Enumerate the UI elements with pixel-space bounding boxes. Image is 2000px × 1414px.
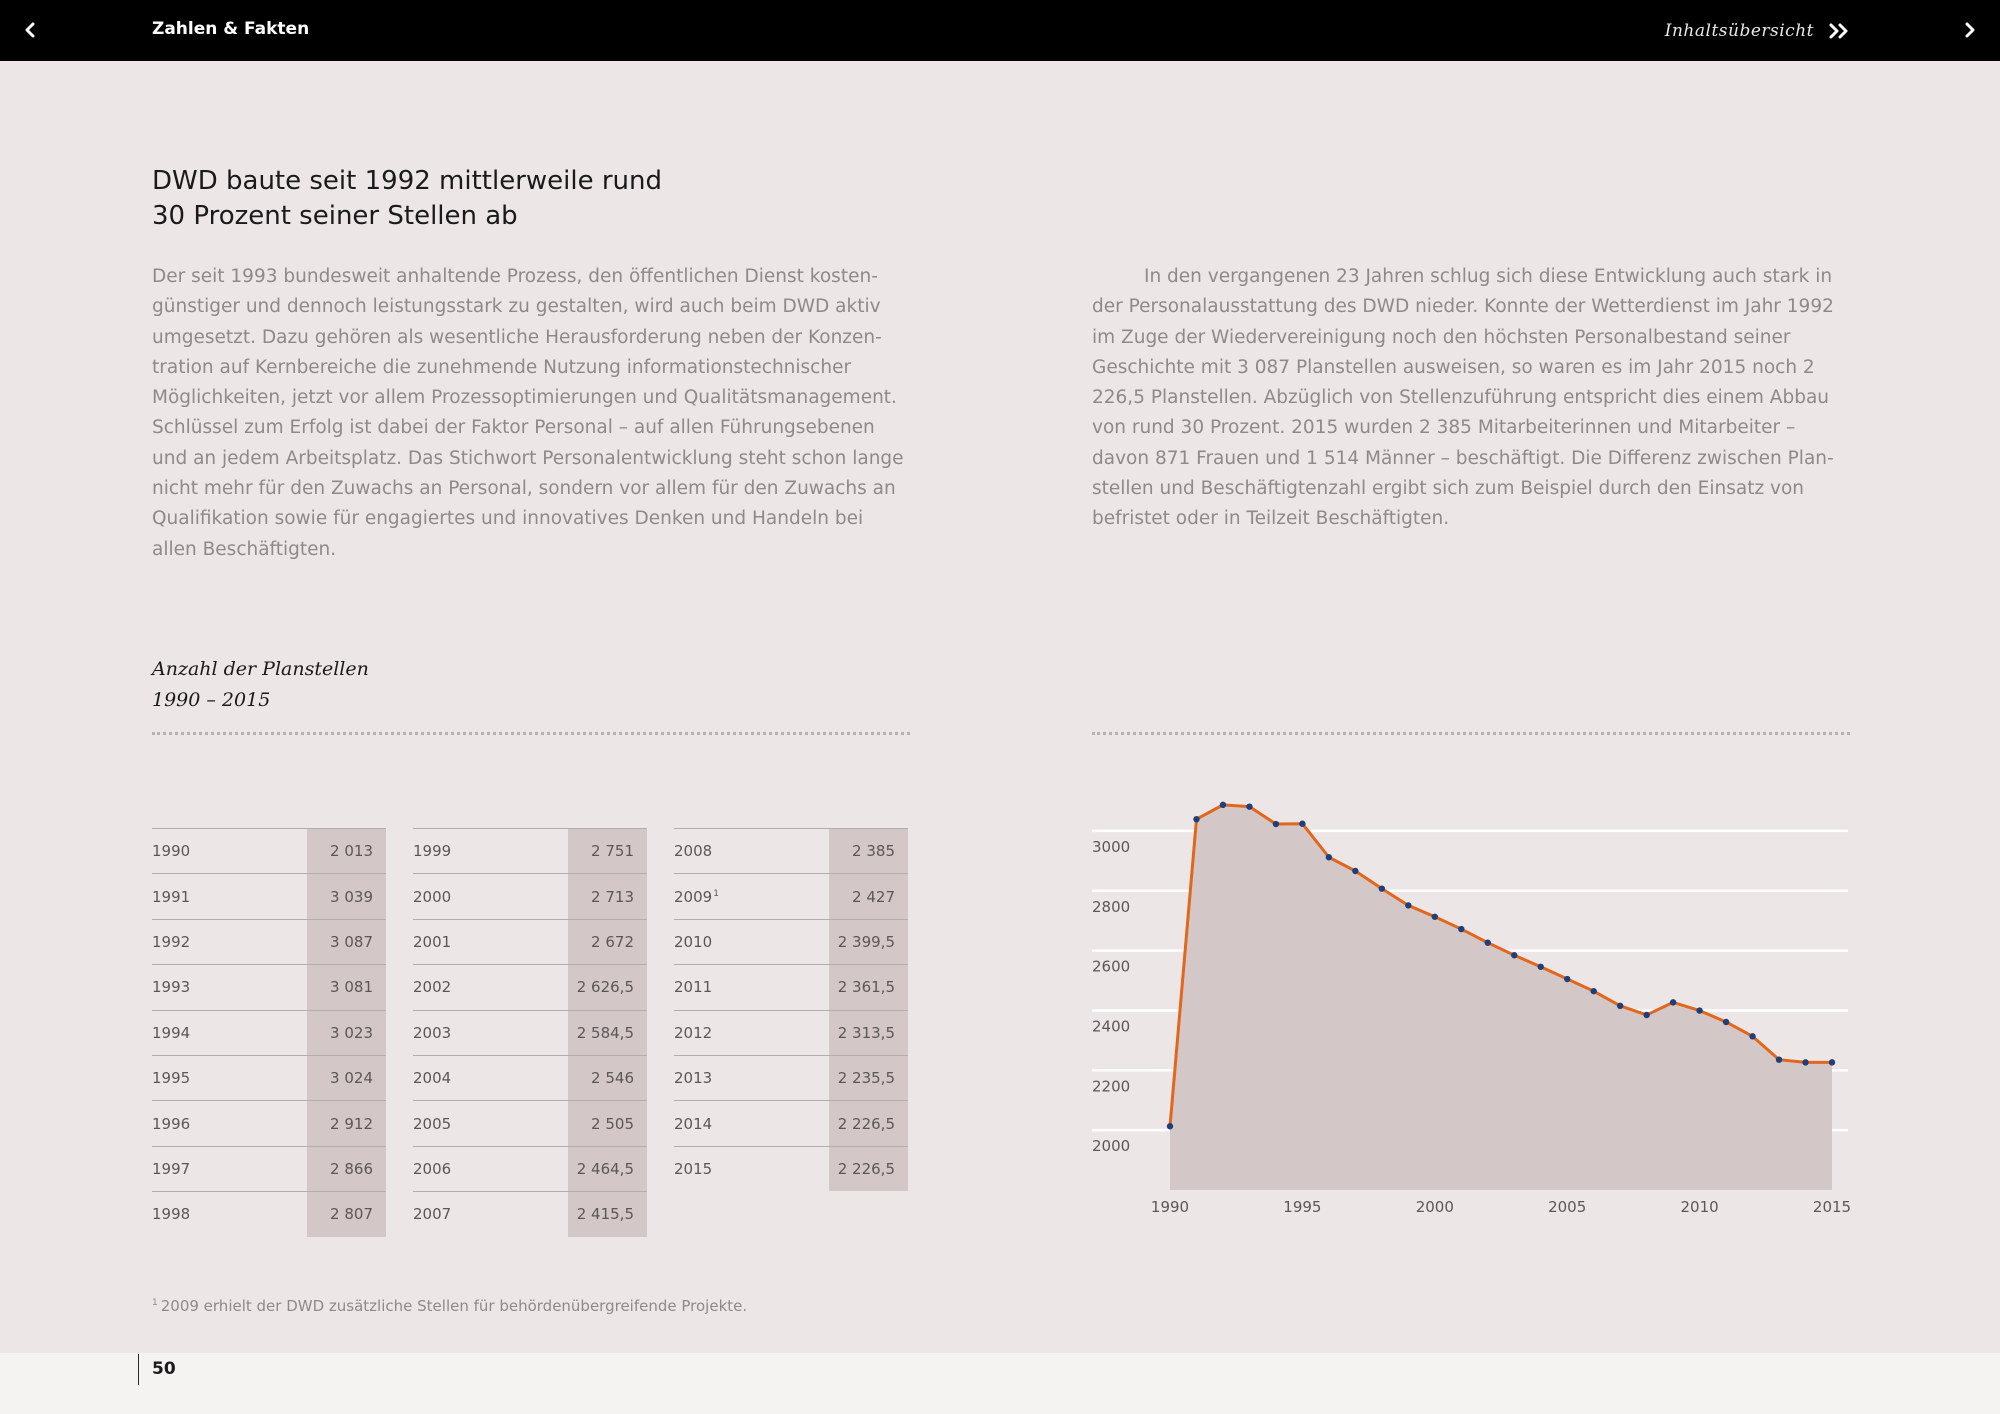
- y-tick-labels: [1092, 838, 1130, 1155]
- table-row: [152, 1191, 386, 1236]
- data-point: [1220, 802, 1226, 808]
- table-title-line-2: 1990 – 2015: [152, 689, 271, 711]
- area-layer: [1170, 805, 1832, 1190]
- page-footer: [0, 1353, 2000, 1414]
- data-point: [1590, 988, 1596, 994]
- table-row: [152, 1055, 386, 1100]
- table-row: [413, 828, 647, 873]
- table-value: 3 023: [330, 1023, 373, 1042]
- table-row: [413, 1100, 647, 1145]
- right-paragraph: In den vergangenen 23 Jahren schlug sich diese Entwicklung auch stark in der Personalausstattung des DWD nieder. Konnte der Wetterdienst im Jahr 1992 im Zuge der Wiedervereinigung noch den höchsten Personalbestand seiner Geschichte mit 3 087 Planstellen ausweisen, so waren es im Jahr 2015 noch 2 226,5 Planstellen. Abzüglich von Stellenzuführung entspricht dies einem Abbau von rund 30 Prozent. 2015 wurden 2 385 Mitarbeiterinnen und Mitarbeiter – davon 871 Frauen und 1 514 Männer – beschäftigt. Die Differenz zwischen Planstellen und Beschäftigtenzahl ergibt sich zum Beispiel durch den Einsatz von befristet oder in Teilzeit Beschäftigten.: [1092, 266, 1834, 530]
- table-year: 1993: [152, 978, 191, 997]
- table-column-3: [674, 828, 908, 1191]
- table-row: [674, 828, 908, 873]
- data-point: [1829, 1059, 1835, 1065]
- data-point: [1193, 816, 1199, 822]
- table-row: [413, 1010, 647, 1055]
- table-row: [674, 1010, 908, 1055]
- footnote-text: 2009 erhielt der DWD zusätzliche Stellen für behördenübergreifende Projekte.: [160, 1297, 748, 1315]
- table-year: 2009$^1$: [674, 887, 719, 906]
- x-tick-label: 2005: [1548, 1198, 1587, 1216]
- previous-page-button[interactable]: [12, 12, 48, 48]
- data-point: [1273, 821, 1279, 827]
- table-year: 2001: [413, 932, 452, 951]
- data-point: [1643, 1012, 1649, 1018]
- table-year: 2000: [413, 887, 452, 906]
- double-chevron-right-icon: [1828, 22, 1850, 40]
- footnote-reference: 1: [713, 888, 719, 899]
- dotted-divider-left: [152, 732, 910, 736]
- table-year: 2014: [674, 1114, 713, 1133]
- table-year: 1994: [152, 1023, 191, 1042]
- table-year: 1995: [152, 1069, 191, 1088]
- chevron-left-icon: [23, 22, 37, 38]
- table-row: [152, 1010, 386, 1055]
- left-paragraph: Der seit 1993 bundesweit anhaltende Prozess, den öffentlichen Dienst kostengünstiger und dennoch leistungsstark zu gestalten, wird auch beim DWD aktiv umgesetzt. Dazu gehören als wesentliche Herausforderung neben der Konzentration auf Kernbereiche die zunehmende Nutzung informationstechnischer Möglichkeiten, jetzt vor allem Prozessoptimierungen und Qualitätsmanagement. Schlüssel zum Erfolg ist dabei der Faktor Personal – auf allen Führungsebenen und an jedem Arbeitsplatz. Das Stichwort Personalentwicklung steht schon lange nicht mehr für den Zuwachs an Personal, sondern vor allem für den Zuwachs an Qualifikation sowie für engagiertes und innovatives Denken und Handeln bei allen Beschäftigten.: [152, 266, 904, 560]
- table-column-1: [152, 828, 386, 1237]
- data-point: [1326, 854, 1332, 860]
- data-point: [1617, 1003, 1623, 1009]
- table-year: 2013: [674, 1069, 713, 1088]
- footnote: [152, 1297, 747, 1315]
- footer-rule: [138, 1354, 139, 1385]
- y-tick-label: 2800: [1092, 897, 1131, 916]
- data-point: [1511, 952, 1517, 958]
- table-row: [152, 919, 386, 964]
- table-title-line-1: Anzahl der Planstellen: [152, 658, 369, 680]
- table-row: [152, 1100, 386, 1145]
- area-fill: [1170, 805, 1832, 1190]
- y-tick-label: 2600: [1092, 957, 1131, 976]
- table-value: 3 024: [330, 1069, 373, 1088]
- x-tick-label: 2010: [1680, 1198, 1719, 1216]
- data-point: [1538, 964, 1544, 970]
- data-point: [1246, 803, 1252, 809]
- table-value: 2 505: [591, 1114, 634, 1133]
- dotted-divider-right: [1092, 732, 1850, 736]
- y-tick-label: 2400: [1092, 1017, 1131, 1036]
- section-title[interactable]: Zahlen & Fakten: [152, 19, 310, 39]
- table-row: [674, 1146, 908, 1191]
- table-year: 1997: [152, 1159, 191, 1178]
- table-value: 2 361,5: [837, 978, 895, 997]
- table-year: 2010: [674, 932, 713, 951]
- next-page-button[interactable]: [1952, 12, 1988, 48]
- table-year: 2008: [674, 842, 713, 861]
- table-value: 3 081: [330, 978, 373, 997]
- table-row: [674, 1055, 908, 1100]
- data-point: [1458, 926, 1464, 932]
- y-tick-label: 3000: [1092, 837, 1131, 856]
- data-point: [1776, 1056, 1782, 1062]
- table-row: [413, 1055, 647, 1100]
- table-year: 2005: [413, 1114, 452, 1133]
- table-year: 2002: [413, 978, 452, 997]
- table-value: 2 546: [591, 1069, 634, 1088]
- table-value: 2 807: [330, 1205, 373, 1224]
- table-year: 1996: [152, 1114, 191, 1133]
- table-value: 2 672: [591, 932, 634, 951]
- table-value: 2 626,5: [576, 978, 634, 997]
- table-row: [413, 964, 647, 1009]
- table-value: 2 584,5: [576, 1023, 634, 1042]
- table-year: 2006: [413, 1159, 452, 1178]
- table-value: 2 226,5: [837, 1114, 895, 1133]
- table-year: 1992: [152, 932, 191, 951]
- table-value: 2 235,5: [837, 1069, 895, 1088]
- table-column-2: [413, 828, 647, 1237]
- table-value: 2 399,5: [837, 932, 895, 951]
- table-year: 2015: [674, 1159, 713, 1178]
- table-value: 2 385: [852, 842, 895, 861]
- data-point: [1379, 885, 1385, 891]
- table-value: 2 313,5: [837, 1023, 895, 1042]
- x-tick-label: 1995: [1283, 1198, 1322, 1216]
- table-value: 2 013: [330, 842, 373, 861]
- data-point: [1485, 939, 1491, 945]
- article-heading: [152, 164, 912, 234]
- table-year: 2011: [674, 978, 713, 997]
- toc-label: Inhaltsübersicht: [1664, 21, 1814, 41]
- x-tick-labels: [1151, 1198, 1851, 1216]
- heading-line-2: 30 Prozent seiner Stellen ab: [152, 201, 518, 231]
- table-value: 3 087: [330, 932, 373, 951]
- table-value: 2 415,5: [576, 1205, 634, 1224]
- table-value: 2 226,5: [837, 1159, 895, 1178]
- table-value: 2 464,5: [576, 1159, 634, 1178]
- data-point: [1432, 914, 1438, 920]
- table-row: [674, 919, 908, 964]
- heading-line-1: DWD baute seit 1992 mittlerweile rund: [152, 166, 663, 196]
- table-row: [152, 1146, 386, 1191]
- footnote-marker: 1: [152, 1298, 158, 1308]
- table-year: 1991: [152, 887, 191, 906]
- data-point: [1167, 1123, 1173, 1129]
- table-year: 2012: [674, 1023, 713, 1042]
- data-point: [1749, 1033, 1755, 1039]
- chevron-right-icon: [1963, 22, 1977, 38]
- data-point: [1299, 821, 1305, 827]
- table-title: [152, 654, 369, 716]
- table-row: [674, 1100, 908, 1145]
- table-year: 2004: [413, 1069, 452, 1088]
- page-number: 50: [152, 1359, 176, 1379]
- top-navigation-bar: [0, 0, 2000, 61]
- table-value: 2 912: [330, 1114, 373, 1133]
- table-year: 2007: [413, 1205, 452, 1224]
- x-tick-label: 1990: [1150, 1198, 1190, 1216]
- table-row: [674, 873, 908, 918]
- table-value: 2 427: [852, 887, 895, 906]
- x-tick-label: 2015: [1812, 1198, 1852, 1216]
- data-point: [1723, 1019, 1729, 1025]
- data-point: [1564, 976, 1570, 982]
- table-year: 1999: [413, 842, 452, 861]
- data-point: [1670, 999, 1676, 1005]
- planstellen-area-chart: [1092, 790, 1852, 1220]
- table-row: [152, 828, 386, 873]
- table-year: 1998: [152, 1205, 191, 1224]
- data-point: [1802, 1059, 1808, 1065]
- table-row: [152, 964, 386, 1009]
- table-row: [413, 1146, 647, 1191]
- table-value: 3 039: [330, 887, 373, 906]
- table-of-contents-link[interactable]: [1640, 14, 1850, 48]
- data-point: [1696, 1007, 1702, 1013]
- table-year: 1990: [152, 842, 191, 861]
- data-point: [1352, 868, 1358, 874]
- table-value: 2 713: [591, 887, 634, 906]
- y-tick-label: 2200: [1092, 1077, 1131, 1096]
- table-row: [413, 1191, 647, 1236]
- data-point: [1405, 902, 1411, 908]
- table-year: 2003: [413, 1023, 452, 1042]
- table-row: [413, 873, 647, 918]
- table-row: [152, 873, 386, 918]
- y-tick-label: 2000: [1092, 1137, 1131, 1156]
- table-value: 2 751: [591, 842, 634, 861]
- table-value: 2 866: [330, 1159, 373, 1178]
- x-tick-label: 2000: [1415, 1198, 1454, 1216]
- table-row: [674, 964, 908, 1009]
- table-row: [413, 919, 647, 964]
